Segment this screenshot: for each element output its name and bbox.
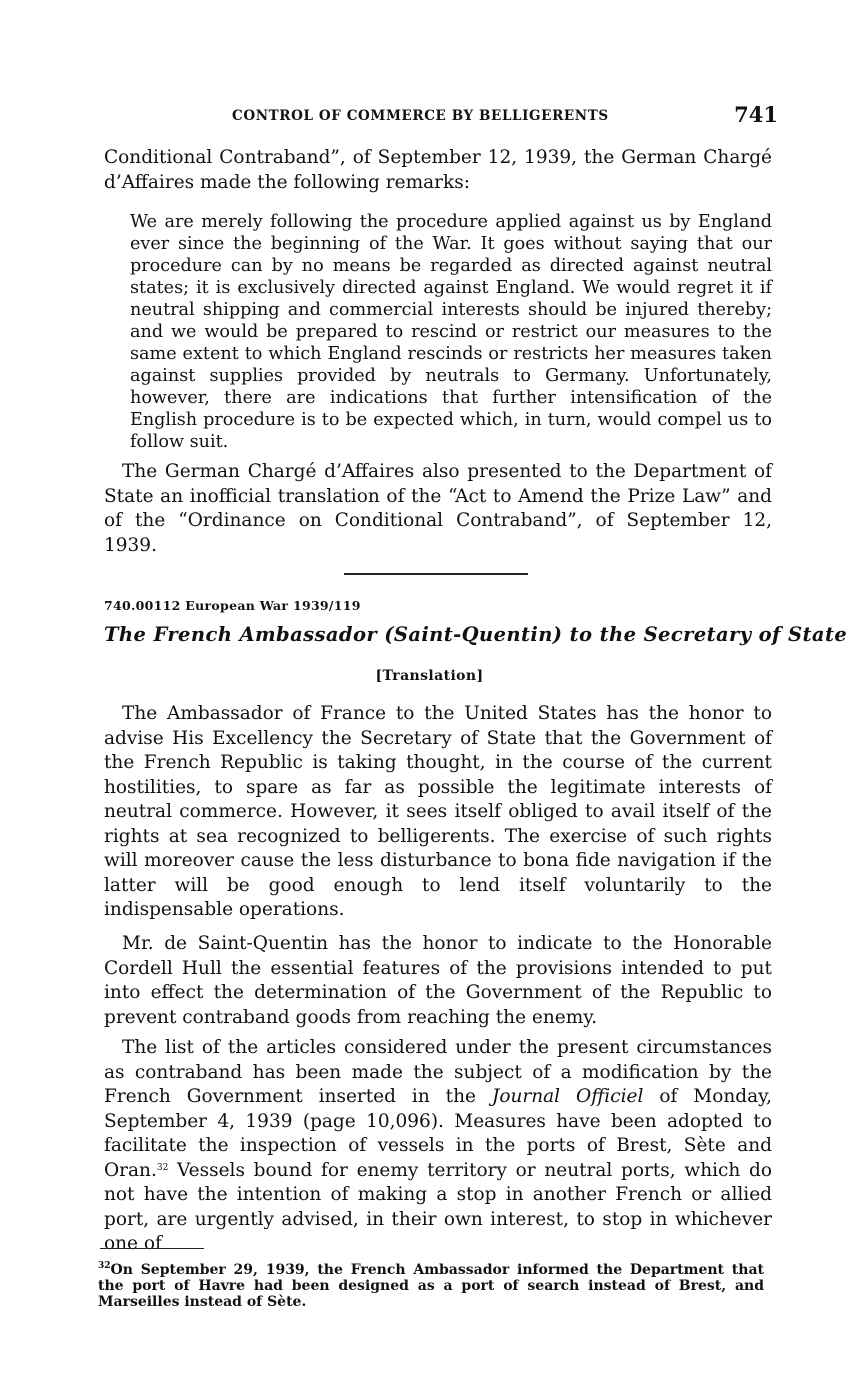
translation-note: [Translation]	[375, 668, 484, 684]
paragraph-3-text-b: of Monday, September 4, 1939 (page 10,096). Measures have been adopted to facilitate the inspection of vessels in the ports of Brest, Sète and Oran.	[104, 1086, 772, 1181]
section-divider	[344, 573, 528, 575]
footnote-rule	[100, 1248, 204, 1249]
file-reference: 740.00112 European War 1939/119	[104, 598, 361, 613]
footnote	[98, 1262, 764, 1310]
footnote-text: On September 29, 1939, the French Ambassador informed the Department that the port of Havre had been designed as a port of search instead of Brest, and Marseilles instead of Sète.	[98, 1262, 764, 1310]
running-title: CONTROL OF COMMERCE BY BELLIGERENTS	[232, 108, 609, 124]
journal-officiel-title: Journal Officiel	[491, 1086, 644, 1107]
page-number: 741	[734, 102, 778, 127]
body-paragraph-1: The Ambassador of France to the United States has the honor to advise His Excellency the Secretary of State that the Government of the French Republic is taking thought, in the course of the current hostilities, to spare as far as possible the legitimate interests of neutral commerce. However, it sees itself obliged to avail itself of the rights at sea recognized to belligerents. The exercise of such rights will moreover cause the less disturbance to bona fide navigation if the latter will be good enough to lend itself voluntarily to the indispensable operations.	[104, 703, 772, 920]
quoted-remarks: We are merely following the procedure applied against us by England ever since the beginning of the War. It goes without saying that our procedure can by no means be regarded as directed against neutral states; it is exclusively directed against England. We would regret it if neutral shipping and commercial interests should be injured thereby; and we would be prepared to rescind or restrict our measures to the same extent to which England rescinds or restricts her measures taken against supplies provided by neutrals to Germany. Unfortunately, however, there are indications that further intensification of the English procedure is to be expected which, in turn, would compel us to follow suit.	[130, 212, 772, 452]
closing-paragraph: The German Chargé d’Affaires also presented to the Department of State an inofficial translation of the “Act to Amend the Prize Law” and of the “Ordinance on Conditional Contraband”, of September 12, 1939.	[104, 461, 772, 556]
document-heading: The French Ambassador (Saint-Quentin) to the Secretary of State	[104, 623, 848, 646]
footnote-marker: 32	[98, 1261, 111, 1271]
body-paragraph-2: Mr. de Saint-Quentin has the honor to indicate to the Honorable Cordell Hull the essential features of the provisions intended to put into effect the determination of the Government of the Republic to prevent contraband goods from reaching the enemy.	[104, 933, 772, 1028]
body-paragraph-3	[104, 1036, 772, 1257]
footnote-reference[interactable]: 32	[156, 1162, 169, 1173]
intro-paragraph: Conditional Contraband”, of September 12, 1939, the German Chargé d’Affaires made the following remarks:	[104, 147, 772, 193]
paragraph-3-text-a: The list of the articles considered under the present circumstances as contraband has been made the subject of a modification by the French Government inserted in the	[104, 1037, 772, 1107]
running-header	[100, 102, 780, 132]
paragraph-3-text-c: Vessels bound for enemy territory or neutral ports, which do not have the intention of making a stop in another French or allied port, are urgently advised, in their own interest, to stop in whichever one of	[104, 1159, 773, 1254]
